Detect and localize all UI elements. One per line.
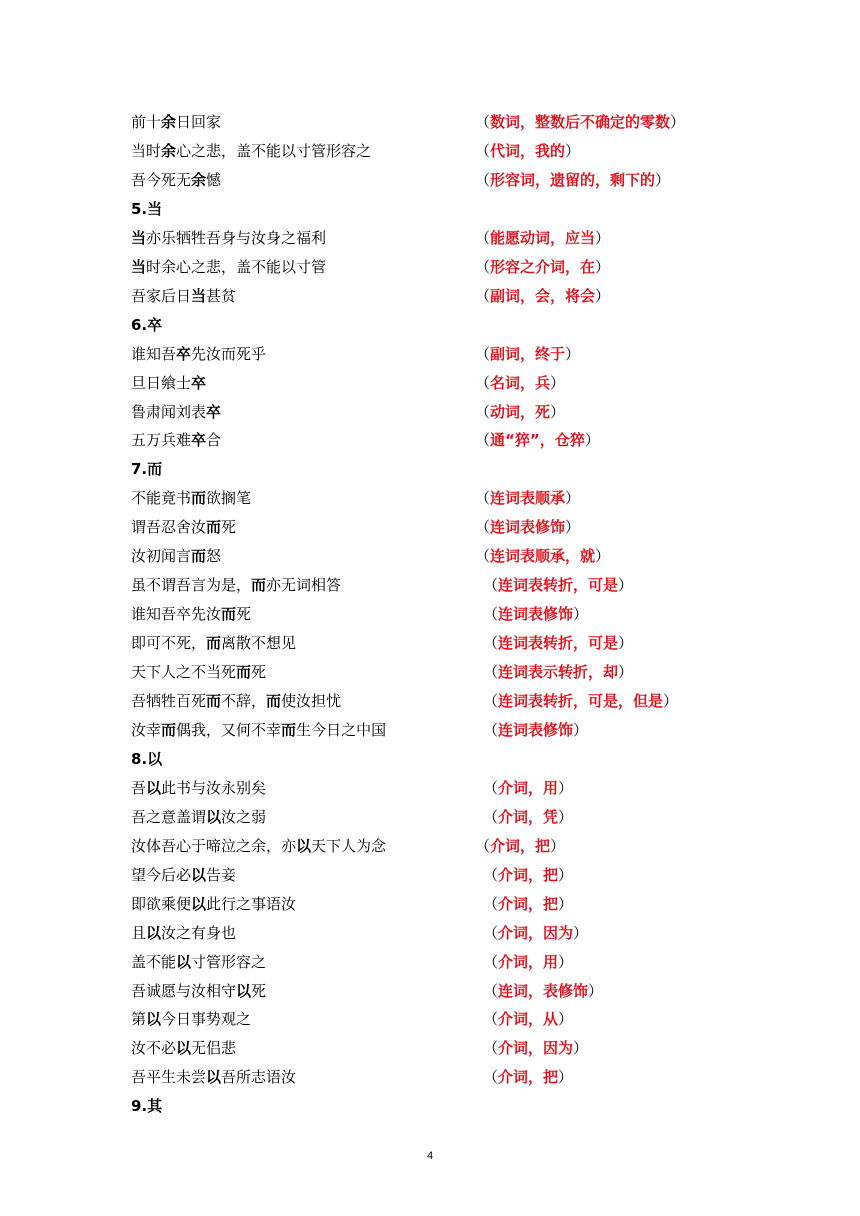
annotation: [483, 805, 573, 829]
annotation: [483, 776, 573, 800]
example-sentence: [131, 486, 251, 510]
keyword: 而: [161, 720, 177, 739]
annotation-text: 连词表顺承: [490, 489, 566, 508]
paren-close: ）: [558, 778, 574, 797]
paren-open: （: [483, 1010, 499, 1029]
sentence-part: 吾: [131, 778, 147, 797]
sentence-part: 望今后必: [131, 865, 192, 884]
annotation-text: 动词，死: [490, 402, 551, 421]
keyword: 余: [161, 141, 177, 160]
paren-close: ）: [618, 663, 634, 682]
keyword: 以: [191, 894, 207, 913]
annotation-text: 连词表修饰: [498, 605, 574, 624]
keyword: 以: [191, 865, 207, 884]
annotation: [475, 515, 580, 539]
paren-open: （: [475, 228, 491, 247]
paren-close: ）: [663, 692, 679, 710]
sentence-part: 汝体吾心于啼泣之余，亦: [131, 836, 297, 855]
example-row: [0, 342, 860, 366]
annotation: [483, 718, 588, 742]
sentence-part: 旦日飨士: [131, 373, 192, 392]
example-row: [0, 515, 860, 539]
annotation: [483, 660, 633, 684]
sentence-part: 汝不必: [131, 1039, 177, 1058]
keyword: 以: [296, 836, 312, 855]
example-sentence: [131, 573, 341, 597]
paren-close: ）: [618, 634, 634, 653]
example-sentence: [131, 805, 266, 829]
paren-close: ）: [565, 344, 581, 363]
example-row: [0, 602, 860, 626]
example-row: [0, 428, 860, 452]
paren-close: ）: [565, 141, 581, 160]
keyword: 卒: [176, 344, 192, 363]
paren-open: （: [475, 286, 491, 305]
example-row: [0, 573, 860, 597]
example-sentence: [131, 400, 221, 424]
paren-close: ）: [655, 170, 671, 189]
annotation: [483, 689, 678, 713]
sentence-part: 心之悲，盖不能以寸管形容之: [176, 141, 372, 160]
example-sentence: [131, 602, 251, 626]
paren-open: （: [483, 923, 499, 942]
example-row: [0, 834, 860, 858]
paren-open: （: [475, 431, 491, 450]
paren-close: ）: [595, 286, 611, 305]
example-sentence: [131, 631, 296, 655]
section-heading: 5.当: [131, 199, 163, 218]
paren-open: （: [483, 981, 499, 1000]
example-row: [0, 168, 860, 192]
keyword: 而: [251, 576, 267, 595]
example-row: [0, 255, 860, 279]
paren-close: ）: [550, 402, 566, 421]
example-sentence: [131, 892, 296, 916]
paren-open: （: [475, 402, 491, 421]
sentence-part: 前十: [131, 113, 162, 131]
example-row: [0, 284, 860, 308]
sentence-part: 寸管形容之: [191, 952, 267, 971]
paren-close: ）: [558, 807, 574, 826]
example-sentence: [131, 428, 221, 452]
keyword: 而: [206, 518, 222, 537]
sentence-part: 死: [251, 981, 267, 1000]
sentence-part: 死: [236, 605, 252, 624]
paren-open: （: [475, 373, 491, 392]
paren-close: ）: [565, 518, 581, 537]
sentence-part: 先汝而死乎: [191, 344, 267, 363]
annotation-text: 连词表示转折，却: [498, 663, 619, 682]
paren-open: （: [483, 778, 499, 797]
paren-open: （: [483, 634, 499, 653]
keyword: 而: [206, 634, 222, 653]
paren-open: （: [483, 692, 499, 710]
example-sentence: [131, 544, 221, 568]
annotation-text: 连词表转折，可是: [498, 634, 619, 653]
section-heading: 9.其: [131, 1097, 163, 1116]
keyword: 以: [146, 1010, 162, 1029]
sentence-part: 偶我，又何不幸: [176, 720, 282, 739]
paren-close: ）: [584, 431, 600, 450]
annotation: [475, 400, 565, 424]
paren-close: ）: [558, 865, 574, 884]
sentence-part: 吾诚愿与汝相守: [131, 981, 237, 1000]
sentence-part: 死: [251, 663, 267, 682]
annotation-text: 连词表顺承，就: [490, 547, 596, 566]
sentence-part: 当时: [131, 141, 162, 160]
sentence-part: 不辞，: [221, 692, 267, 710]
section-heading: 6.卒: [131, 315, 163, 334]
annotation: [475, 110, 685, 134]
keyword: 而: [281, 720, 297, 739]
sentence-part: 死: [221, 518, 237, 537]
example-sentence: [131, 168, 221, 192]
example-row: [0, 660, 860, 684]
sentence-part: 日回家: [176, 113, 222, 131]
annotation: [475, 342, 580, 366]
example-row: [0, 226, 860, 250]
paren-close: ）: [670, 113, 686, 131]
example-sentence: [131, 371, 206, 395]
section-heading: 8.以: [131, 749, 163, 768]
paren-close: ）: [558, 952, 574, 971]
paren-open: （: [483, 894, 499, 913]
annotation-text: 介词，把: [498, 894, 559, 913]
keyword: 而: [191, 547, 207, 566]
annotation-text: 名词，兵: [490, 373, 551, 392]
example-sentence: [131, 863, 236, 887]
example-row: [0, 805, 860, 829]
annotation: [483, 863, 573, 887]
sentence-part: 怒: [206, 547, 222, 566]
example-sentence: [131, 979, 266, 1003]
example-row: [0, 776, 860, 800]
keyword: 而: [191, 489, 207, 508]
sentence-part: 虽不谓吾言为是，: [131, 576, 252, 595]
annotation: [483, 979, 603, 1003]
paren-close: ）: [565, 489, 581, 508]
annotation: [475, 486, 580, 510]
sentence-part: 时余心之悲，盖不能以寸管: [146, 257, 327, 276]
sentence-part: 吾平生未尝: [131, 1068, 207, 1087]
sentence-part: 汝初闻言: [131, 547, 192, 566]
example-row: [0, 139, 860, 163]
annotation-text: 连词，表修饰: [498, 981, 589, 1000]
sentence-part: 且: [131, 923, 147, 942]
sentence-part: 吾今死无: [131, 170, 192, 189]
annotation: [475, 226, 610, 250]
annotation-text: 介词，从: [498, 1010, 559, 1029]
annotation: [475, 139, 580, 163]
annotation-text: 形容之介词，在: [490, 257, 596, 276]
paren-close: ）: [573, 1039, 589, 1058]
example-row: [0, 950, 860, 974]
keyword: 以: [176, 1039, 192, 1058]
paren-open: （: [483, 1039, 499, 1058]
sentence-part: 不能竟书: [131, 489, 192, 508]
annotation-text: 能愿动词，应当: [490, 228, 596, 247]
annotation: [483, 950, 573, 974]
example-sentence: [131, 689, 341, 713]
keyword: 而: [266, 692, 282, 710]
sentence-part: 使汝担忧: [281, 692, 342, 710]
sentence-part: 汝之有身也: [161, 923, 237, 942]
sentence-part: 吾牺牲百死: [131, 692, 207, 710]
example-row: [0, 631, 860, 655]
annotation-text: 形容词，遗留的，剩下的: [490, 170, 656, 189]
sentence-part: 离散不想见: [221, 634, 297, 653]
annotation-text: 介词，用: [498, 778, 559, 797]
sentence-part: 盖不能: [131, 952, 177, 971]
example-row: [0, 1065, 860, 1089]
example-row: [0, 689, 860, 713]
sentence-part: 即可不死，: [131, 634, 207, 653]
paren-open: （: [483, 576, 499, 595]
sentence-part: 亦乐牺牲吾身与汝身之福利: [146, 228, 327, 247]
annotation: [475, 428, 600, 452]
keyword: 当: [131, 228, 147, 247]
sentence-part: 鲁肃闻刘表: [131, 402, 207, 421]
example-sentence: [131, 950, 266, 974]
annotation: [475, 834, 565, 858]
annotation: [483, 1007, 573, 1031]
annotation: [483, 573, 633, 597]
paren-close: ）: [595, 228, 611, 247]
paren-open: （: [483, 952, 499, 971]
section-heading: 7.而: [131, 460, 163, 479]
keyword: 卒: [191, 373, 207, 392]
sentence-part: 合: [206, 431, 222, 450]
example-row: [0, 400, 860, 424]
paren-open: （: [483, 605, 499, 624]
keyword: 当: [191, 286, 207, 305]
annotation-text: 介词，用: [498, 952, 559, 971]
sentence-part: 天下人之不当死: [131, 663, 237, 682]
example-sentence: [131, 110, 221, 134]
example-row: [0, 486, 860, 510]
paren-close: ）: [573, 720, 589, 739]
keyword: 以: [146, 923, 162, 942]
sentence-part: 亦无词相答: [266, 576, 342, 595]
example-row: [0, 544, 860, 568]
annotation-text: 介词，把: [490, 836, 551, 855]
sentence-part: 五万兵难: [131, 431, 192, 450]
example-row: [0, 1036, 860, 1060]
paren-close: ）: [595, 547, 611, 566]
keyword: 当: [131, 257, 147, 276]
keyword: 卒: [206, 402, 222, 421]
annotation: [483, 1065, 573, 1089]
sentence-part: 第: [131, 1010, 147, 1029]
annotation-text: 数词，整数后不确定的零数: [490, 113, 671, 131]
keyword: 以: [146, 778, 162, 797]
example-sentence: [131, 776, 266, 800]
example-sentence: [131, 718, 386, 742]
sentence-part: 吾所志语汝: [221, 1068, 297, 1087]
annotation: [475, 544, 610, 568]
keyword: 以: [206, 807, 222, 826]
sentence-part: 吾之意盖谓: [131, 807, 207, 826]
example-row: [0, 921, 860, 945]
example-row: [0, 110, 860, 134]
annotation-text: 介词，把: [498, 865, 559, 884]
annotation-text: 介词，把: [498, 1068, 559, 1087]
paren-close: ）: [550, 373, 566, 392]
sentence-part: 欲搁笔: [206, 489, 252, 508]
annotation-text: 通“猝”，仓猝: [490, 431, 585, 450]
paren-open: （: [475, 518, 491, 537]
paren-open: （: [475, 141, 491, 160]
paren-open: （: [475, 344, 491, 363]
paren-open: （: [483, 663, 499, 682]
sentence-part: 汝之弱: [221, 807, 267, 826]
paren-close: ）: [558, 1010, 574, 1029]
example-sentence: [131, 1065, 296, 1089]
sentence-part: 无侣悲: [191, 1039, 237, 1058]
paren-open: （: [475, 170, 491, 189]
example-sentence: [131, 226, 326, 250]
paren-close: ）: [558, 1068, 574, 1087]
sentence-part: 今日事势观之: [161, 1010, 252, 1029]
keyword: 而: [206, 692, 222, 710]
example-row: [0, 1007, 860, 1031]
annotation-text: 副词，会，将会: [490, 286, 596, 305]
sentence-part: 此行之事语汝: [206, 894, 297, 913]
keyword: 余: [161, 113, 177, 131]
keyword: 以: [236, 981, 252, 1000]
sentence-part: 吾家后日: [131, 286, 192, 305]
example-row: [0, 979, 860, 1003]
annotation: [475, 168, 670, 192]
paren-close: ）: [595, 257, 611, 276]
example-sentence: [131, 921, 236, 945]
sentence-part: 即欲乘便: [131, 894, 192, 913]
annotation: [475, 284, 610, 308]
sentence-part: 憾: [206, 170, 222, 189]
annotation: [475, 255, 610, 279]
paren-open: （: [475, 113, 491, 131]
sentence-part: 谓吾忍舍汝: [131, 518, 207, 537]
annotation-text: 副词，终于: [490, 344, 566, 363]
annotation-text: 代词，我的: [490, 141, 566, 160]
example-row: [0, 863, 860, 887]
annotation-text: 介词，因为: [498, 923, 574, 942]
sentence-part: 谁知吾: [131, 344, 177, 363]
sentence-part: 甚贫: [206, 286, 237, 305]
paren-open: （: [475, 489, 491, 508]
annotation-text: 连词表转折，可是，但是: [498, 692, 664, 710]
sentence-part: 告妾: [206, 865, 237, 884]
paren-close: ）: [588, 981, 604, 1000]
sentence-part: 生今日之中国: [296, 720, 387, 739]
example-row: [0, 718, 860, 742]
annotation: [483, 631, 633, 655]
sentence-part: 谁知吾卒先汝: [131, 605, 222, 624]
page-number: 4: [426, 1150, 434, 1162]
paren-open: （: [483, 720, 499, 739]
example-row: [0, 371, 860, 395]
annotation: [483, 921, 588, 945]
annotation-text: 连词表修饰: [498, 720, 574, 739]
paren-close: ）: [573, 605, 589, 624]
paren-close: ）: [550, 836, 566, 855]
paren-close: ）: [558, 894, 574, 913]
paren-open: （: [475, 257, 491, 276]
annotation: [483, 602, 588, 626]
keyword: 以: [176, 952, 192, 971]
paren-open: （: [475, 547, 491, 566]
keyword: 卒: [191, 431, 207, 450]
example-sentence: [131, 660, 266, 684]
annotation-text: 介词，凭: [498, 807, 559, 826]
sentence-part: 此书与汝永别矣: [161, 778, 267, 797]
sentence-part: 汝幸: [131, 720, 162, 739]
keyword: 余: [191, 170, 207, 189]
example-sentence: [131, 139, 371, 163]
example-sentence: [131, 1007, 251, 1031]
annotation: [483, 892, 573, 916]
example-sentence: [131, 834, 386, 858]
paren-open: （: [475, 836, 491, 855]
paren-close: ）: [573, 923, 589, 942]
paren-open: （: [483, 865, 499, 884]
annotation-text: 连词表修饰: [490, 518, 566, 537]
annotation: [483, 1036, 588, 1060]
paren-open: （: [483, 807, 499, 826]
annotation: [475, 371, 565, 395]
sentence-part: 天下人为念: [311, 836, 387, 855]
annotation-text: 介词，因为: [498, 1039, 574, 1058]
keyword: 以: [206, 1068, 222, 1087]
paren-close: ）: [618, 576, 634, 595]
keyword: 而: [221, 605, 237, 624]
example-sentence: [131, 1036, 236, 1060]
paren-open: （: [483, 1068, 499, 1087]
example-sentence: [131, 255, 326, 279]
example-sentence: [131, 342, 266, 366]
example-row: [0, 892, 860, 916]
example-sentence: [131, 284, 236, 308]
example-sentence: [131, 515, 236, 539]
keyword: 而: [236, 663, 252, 682]
annotation-text: 连词表转折，可是: [498, 576, 619, 595]
